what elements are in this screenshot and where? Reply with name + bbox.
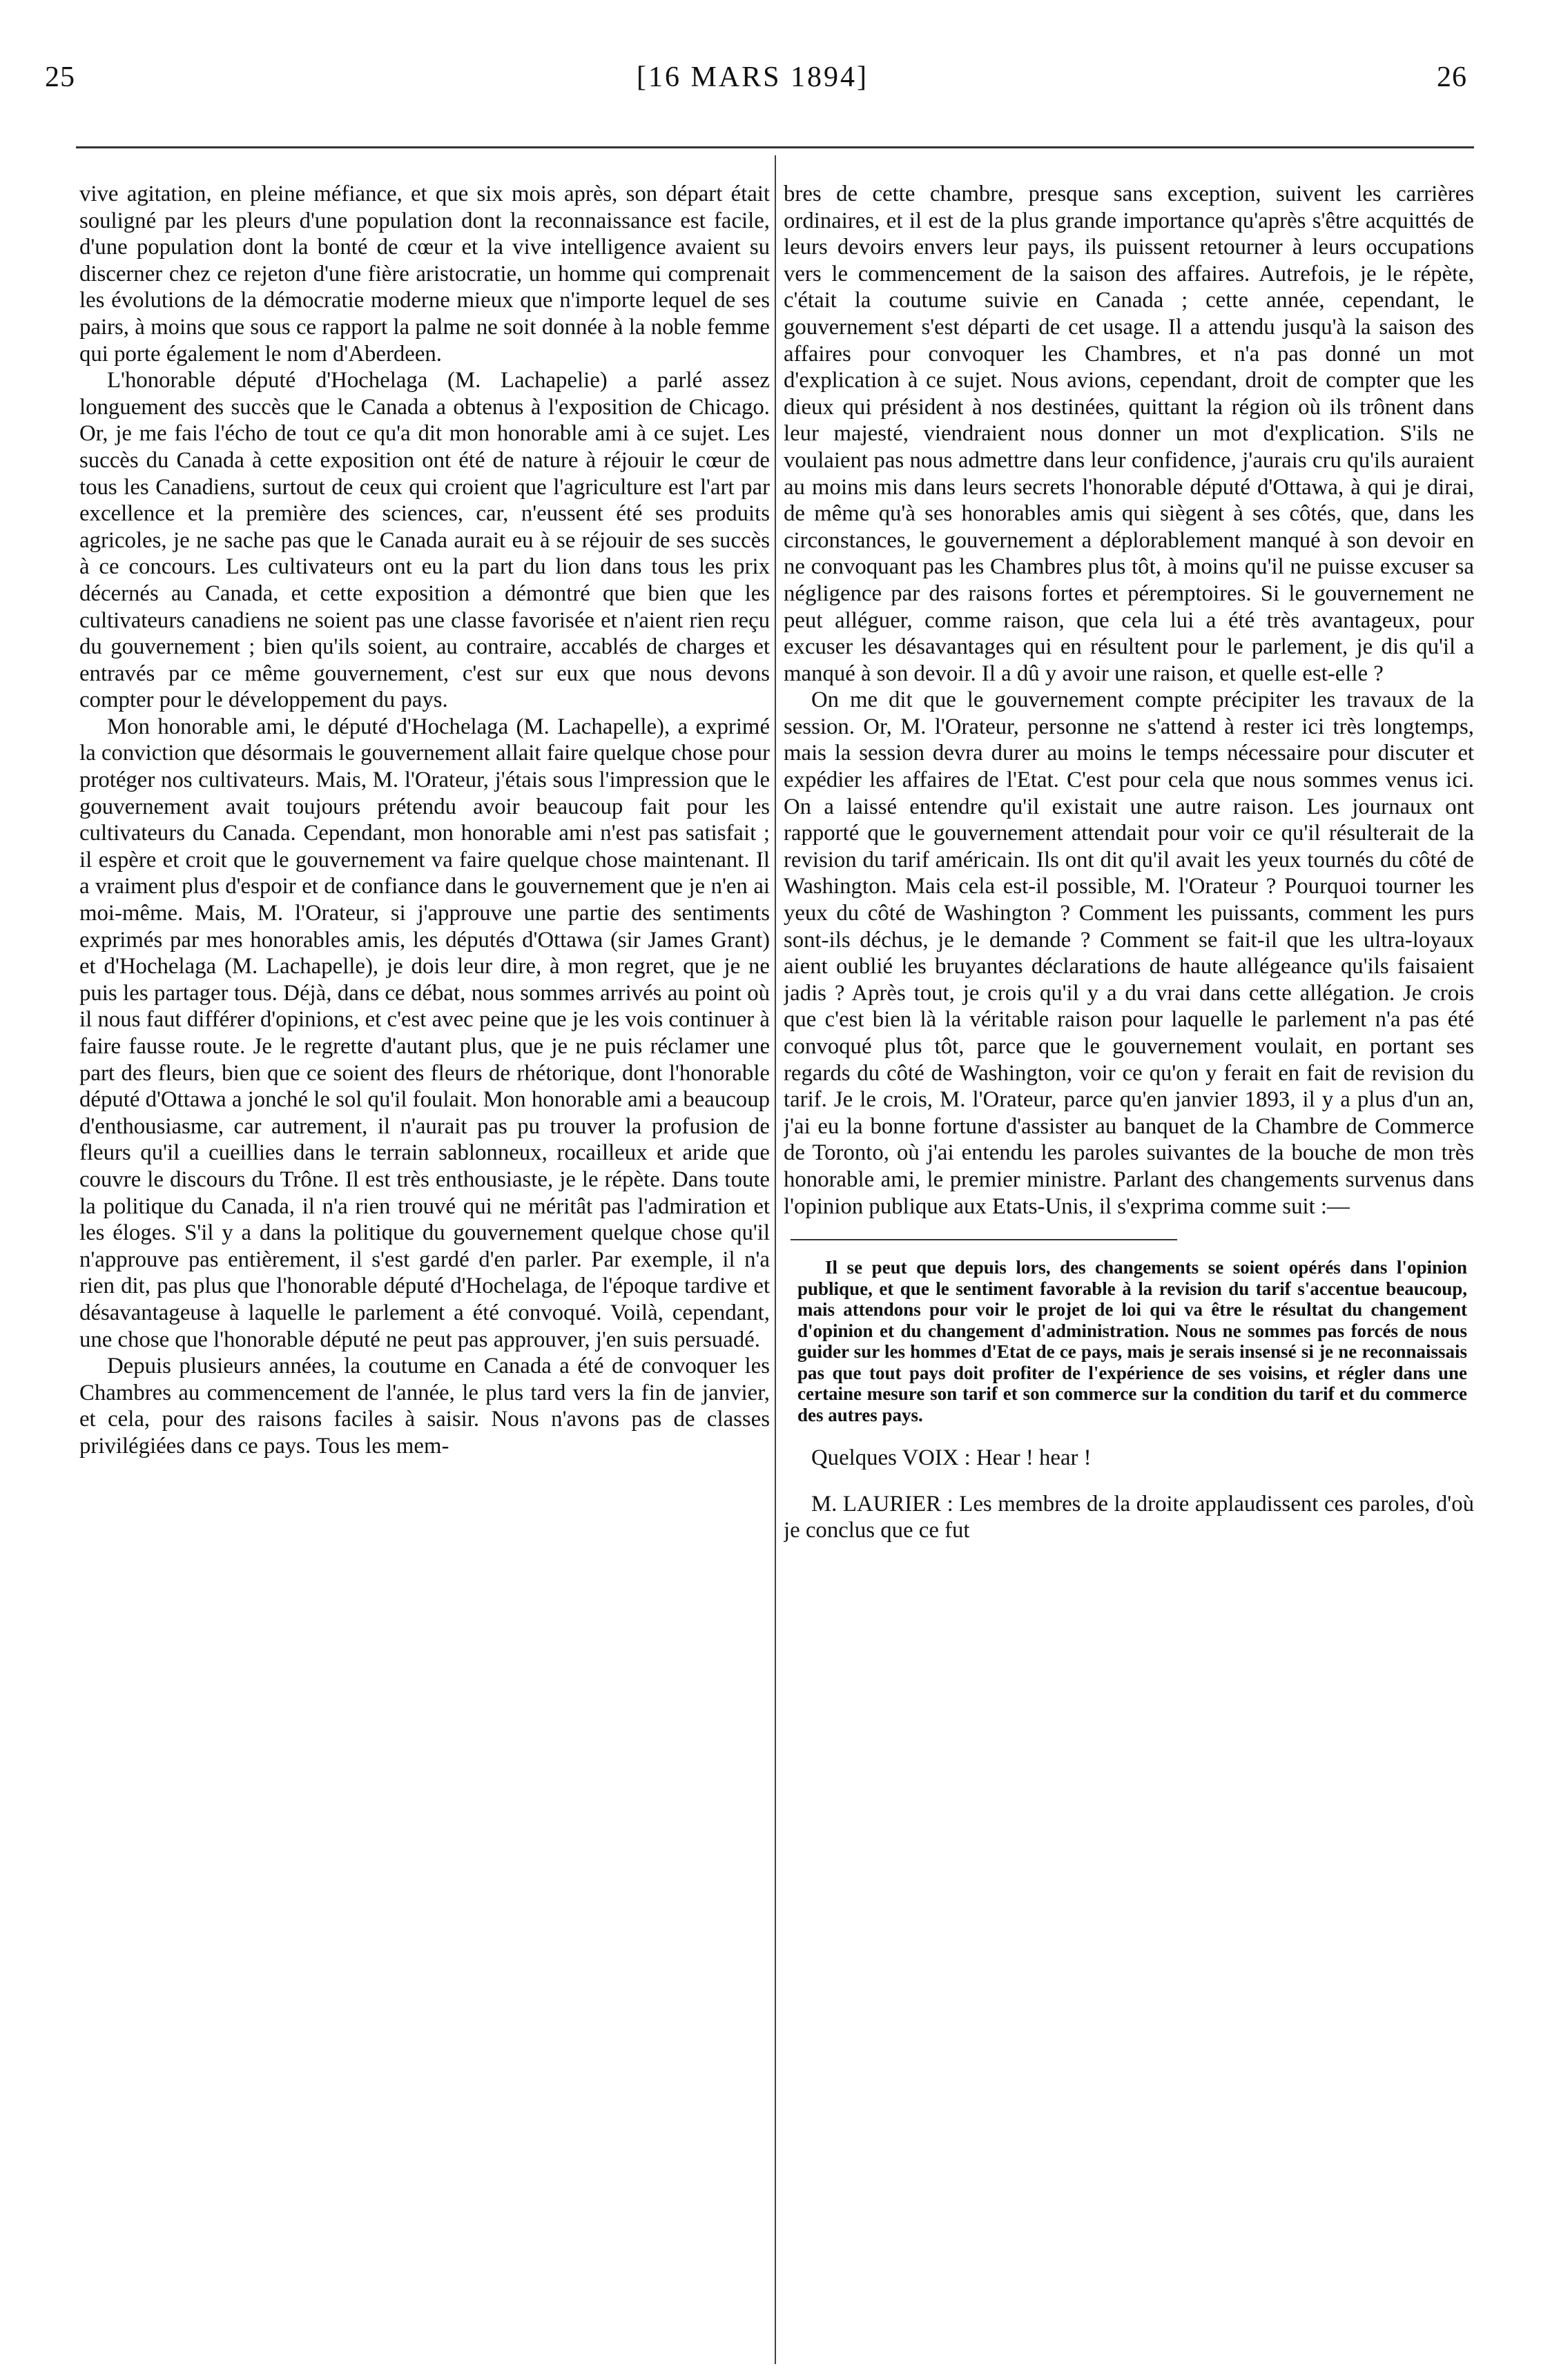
right-column — [784, 181, 1474, 2355]
paragraph: vive agitation, en pleine méfiance, et que six mois après, son départ était souligné par les pleurs d'une population dont la reconnaissance est facile, d'une population dont la bonté de cœur et la vive intelligence avaient su discerner chez ce rejeton d'une fière aristocratie, un homme qui comprenait les évolutions de la démocratie moderne mieux que n'importe lequel de ses pairs, à moins que sous ce rapport la palme ne soit donnée à la noble femme qui porte également le nom d'Aberdeen. — [79, 182, 770, 367]
spacer — [784, 1425, 1474, 1445]
page-date: [16 MARS 1894] — [636, 61, 869, 93]
header-rule — [76, 146, 1474, 148]
page-number-left: 25 — [45, 61, 75, 93]
spacer — [784, 1472, 1474, 1491]
paragraph: bres de cette chambre, presque sans exception, suivent les carrières ordinaires, et il est de la plus grande importance qu'après s'être acquittés de leurs devoirs envers leur pays, ils puissent retourner à leurs occupations vers le commencement de la saison des affaires. Autrefois, je le répète, c'était la coutume suivie en Canada ; cette année, cependant, le gouvernement s'est départi de cet usage. Il a attendu jusqu'à la saison des affaires pour convoquer les Chambres, et n'a pas donné un mot d'explication à ce sujet. Nous avions, cependant, droit de compter que les dieux qui président à nos destinées, quittant la région où ils trônent dans leur majesté, viendraient nous donner un mot d'explication. S'ils ne voulaient pas nous admettre dans leur confidence, j'aurais cru qu'ils auraient au moins mis dans leurs secrets l'honorable député d'Ottawa, à qui je dirai, de même qu'à ses honorables amis qui siègent à ses côtés, que, dans les circonstances, le gouvernement a déplorablement manqué à son devoir en ne convoquant pas les Chambres plus tôt, à moins qu'il ne puisse excuser sa négligence par des raisons fortes et péremptoires. Si le gouvernement ne peut alléguer, comme raison, que cela lui a été très avantageux, pour excuser les désavantages qui en résultent pour le parlement, je dis qu'il a manqué à son devoir. Il a dû y avoir une raison, et quelle est-elle ? — [784, 182, 1474, 686]
paragraph: Depuis plusieurs années, la coutume en Canada a été de convoquer les Chambres au commencement de l'année, le plus tard vers la fin de janvier, et cela, pour des raisons faciles à saisir. Nous n'avons pas de classes privilégiées dans ce pays. Tous les mem- — [79, 1354, 770, 1459]
column-separator — [775, 155, 776, 2364]
paragraph: M. LAURIER : Les membres de la droite applaudissent ces paroles, d'où je conclus que ce fut — [784, 1491, 1474, 1543]
page-number-right: 26 — [1437, 61, 1467, 93]
left-column — [79, 181, 770, 2355]
quoted-speech: Il se peut que depuis lors, des changements se soient opérés dans l'opinion publique, et que le sentiment favorable à la revision du tarif s'accentue beaucoup, mais attendons pour voir le projet de loi qui va être le résultat du changement d'opinion et du changement d'administration. Nous ne sommes pas forcés de nous guider sur les hommes d'Etat de ce pays, mais je serais insensé si je ne reconnaissais pas que tout pays doit profiter de l'expérience de ses voisins, et régler dans une certaine mesure son tarif et son commerce sur la condition du tarif et du commerce des autres pays. — [797, 1257, 1467, 1425]
paragraph: L'honorable député d'Hochelaga (M. Lachapelie) a parlé assez longuement des succès que le Canada a obtenus à l'exposition de Chicago. Or, je me fais l'écho de tout ce qu'a dit mon honorable ami à ce sujet. Les succès du Canada à cette exposition ont été de nature à réjouir le cœur de tous les Canadiens, surtout de ceux qui croient que l'agriculture est l'art par excellence et la première des sciences, car, n'eussent été ses produits agricoles, je ne sache pas que le Canada aurait eu à se réjouir de ses succès à ce concours. Les cultivateurs ont eu la part du lion dans tous les prix décernés au Canada, et cette exposition a démontré que bien que les cultivateurs canadiens ne soient pas une classe favorisée et n'aient rien reçu du gouvernement ; bien qu'ils soient, au contraire, accablés de charges et entravés par ce même gouvernement, c'est sur eux que nous devons compter pour le développement du pays. — [79, 368, 770, 713]
paragraph: Mon honorable ami, le député d'Hochelaga (M. Lachapelle), a exprimé la conviction que désormais le gouvernement allait faire quelque chose pour protéger nos cultivateurs. Mais, M. l'Orateur, j'étais sous l'impression que le gouvernement avait toujours prétendu avoir beaucoup fait pour les cultivateurs du Canada. Cependant, mon honorable ami n'est pas satisfait ; il espère et croit que le gouvernement va faire quelque chose maintenant. Il a vraiment plus d'espoir et de confiance dans le gouvernement que je n'en ai moi-même. Mais, M. l'Orateur, si j'approuve une partie des sentiments exprimés par mes honorables amis, les députés d'Ottawa (sir James Grant) et d'Hochelaga (M. Lachapelle), je dois leur dire, à mon regret, que je ne puis les partager tous. Déjà, dans ce débat, nous sommes arrivés au point où il nous faut différer d'opinions, et c'est avec peine que je les vois continuer à faire fausse route. Je le regrette d'autant plus, que je ne puis réclamer une part des fleurs, bien que ce soient des fleurs de rhétorique, dont l'honorable député d'Ottawa a jonché le sol qu'il foulait. Mon honorable ami a beaucoup d'enthousiasme, car autrement, il n'aurait pas pu trouver la profusion de fleurs qu'il a cueillies dans le terrain sablonneux, rocailleux et aride que couvre le discours du Trône. Il est très enthousiaste, je le répète. Dans toute la politique du Canada, il n'a rien trouvé qui ne méritât pas l'admiration et les éloges. S'il y a dans la politique du gouvernement quelque chose qu'il n'approuve pas entièrement, il s'est gardé d'en parler. Par exemple, il n'a rien dit, pas plus que l'honorable député d'Hochelaga, de l'époque tardive et désavantageuse à laquelle le parlement a été convoqué. Voilà, cependant, une chose que l'honorable député ne peut pas approuver, j'en suis persuadé. — [79, 714, 770, 1352]
quote-rule — [791, 1239, 1177, 1240]
interjection: Quelques VOIX : Hear ! hear ! — [811, 1445, 1092, 1471]
paragraph: On me dit que le gouvernement compte précipiter les travaux de la session. Or, M. l'Orateur, personne ne s'attend à rester ici très longtemps, mais la session devra durer au moins le temps nécessaire pour discuter et expédier les affaires de l'Etat. C'est pour cela que nous sommes venus ici. On a laissé entendre qu'il existait une autre raison. Les journaux ont rapporté que le gouvernement attendait pour voir ce qu'il résulterait de la revision du tarif américain. Ils ont dit qu'il avait les yeux tournés du côté de Washington. Mais cela est-il possible, M. l'Orateur ? Pourquoi tourner les yeux du côté de Washington ? Comment les puissants, comment les purs sont-ils déchus, je le demande ? Comment se fait-il que les ultra-loyaux aient oublié les bruyantes déclarations de haute allégeance qu'ils faisaient jadis ? Après tout, je crois qu'il y a du vrai dans cette allégation. Je crois que c'est bien là la véritable raison pour laquelle le parlement n'a pas été convoqué plus tôt, parce que le gouvernement voulait, en portant ses regards du côté de Washington, voir ce qu'on y ferait en fait de revision du tarif. Je le crois, M. l'Orateur, parce qu'en janvier 1893, il y a plus d'un an, j'ai eu la bonne fortune d'assister au banquet de la Chambre de Commerce de Toronto, où j'ai entendu les paroles suivantes de la bouche de mon très honorable ami, le premier ministre. Parlant des changements survenus dans l'opinion publique aux Etats-Unis, il s'exprima comme suit :— — [784, 687, 1474, 1219]
page-header — [38, 61, 1467, 116]
